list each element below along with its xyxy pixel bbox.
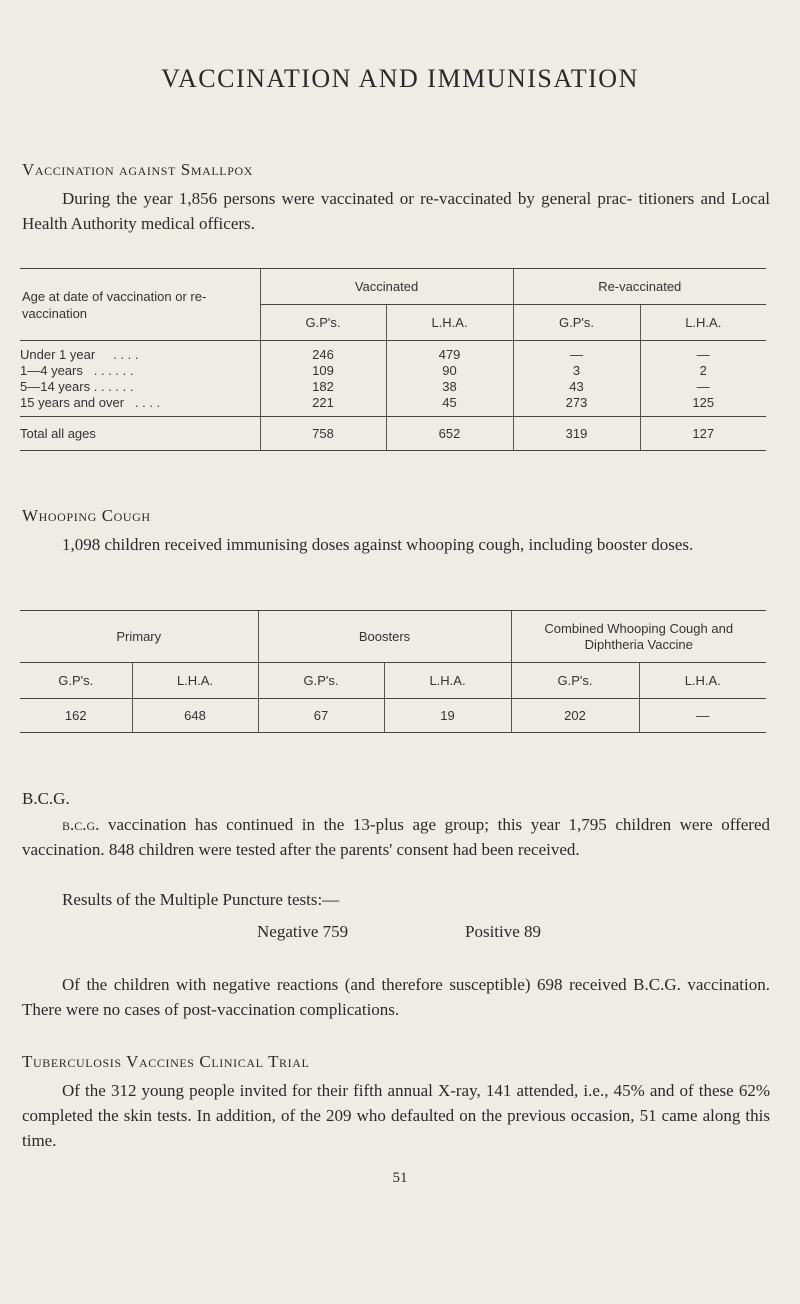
table-cell: — — [639, 699, 766, 733]
revaccinated-header: Re-vaccinated — [513, 269, 766, 305]
positive-result: Positive 89 — [465, 922, 542, 941]
vaccinated-header: Vaccinated — [260, 269, 513, 305]
boosters-lha-header: L.H.A. — [384, 663, 511, 699]
table-row-label: 15 years and over . . . . — [20, 394, 161, 410]
vac-lha-header: L.H.A. — [386, 305, 513, 341]
table-cell: 162 — [20, 699, 132, 733]
table-cell: — — [640, 341, 766, 363]
table-cell: 3 — [513, 363, 640, 379]
combined-lha-header: L.H.A. — [639, 663, 766, 699]
revac-gp-header: G.P's. — [513, 305, 640, 341]
page-title: VACCINATION AND IMMUNISATION — [161, 64, 639, 93]
tb-heading: Tuberculosis Vaccines Clinical Trial — [22, 1052, 310, 1071]
bcg-paragraph-2: Of the children with negative reactions (and therefore susceptible) 698 received B.C.G. vaccination. There were no cases of post-vaccination complications. — [22, 975, 770, 1019]
bcg-heading: B.C.G. — [22, 789, 70, 808]
table-cell: — — [640, 379, 766, 395]
page-number: 51 — [392, 1170, 408, 1186]
table-cell: 67 — [258, 699, 384, 733]
table-row-label: 5—14 years . . . . . . — [20, 379, 134, 394]
table-cell: 43 — [513, 379, 640, 395]
total-cell: 127 — [640, 417, 766, 451]
table-cell: 246 — [260, 341, 386, 363]
total-cell: 652 — [386, 417, 513, 451]
negative-result: Negative 759 — [257, 922, 349, 941]
primary-header: Primary — [20, 611, 258, 663]
table-cell: — — [513, 341, 640, 363]
tb-paragraph: Of the 312 young people invited for their fifth annual X-ray, 141 attended, i.e., 45% and of these 62% completed the skin tests. In addition, of the 209 who defaulted on the previous occasion, 51 came along this time. — [22, 1081, 770, 1150]
smallpox-table — [20, 268, 766, 451]
primary-lha-header: L.H.A. — [132, 663, 258, 699]
results-intro: Results of the Multiple Puncture tests:— — [62, 890, 340, 909]
table-cell: 19 — [384, 699, 511, 733]
combined-gp-header: G.P's. — [511, 663, 639, 699]
whooping-intro: 1,098 children received immunising doses against whooping cough, including booster doses. — [62, 535, 694, 554]
bcg-paragraph: b.c.g. vaccination has continued in the 13-plus age group; this year 1,795 children were offered vaccination. 848 children were tested after the parents' consent had been received. — [22, 815, 771, 859]
total-cell: 758 — [260, 417, 386, 451]
total-cell: 319 — [513, 417, 640, 451]
table-cell: 182 — [260, 379, 386, 395]
table-row-label: Under 1 year . . . . — [20, 341, 260, 363]
table-cell: 45 — [386, 395, 513, 417]
table-cell: 90 — [386, 363, 513, 379]
table-cell: 38 — [386, 379, 513, 395]
vac-gp-header: G.P's. — [260, 305, 386, 341]
table-cell: 479 — [386, 341, 513, 363]
total-label: Total all ages — [20, 417, 260, 451]
table-cell: 648 — [132, 699, 258, 733]
revac-lha-header: L.H.A. — [640, 305, 766, 341]
smallpox-heading: Vaccination against Smallpox — [22, 160, 254, 179]
boosters-gp-header: G.P's. — [258, 663, 384, 699]
boosters-header: Boosters — [258, 611, 511, 663]
table-cell: 202 — [511, 699, 639, 733]
table-cell: 109 — [260, 363, 386, 379]
primary-gp-header: G.P's. — [20, 663, 132, 699]
age-header: Age at date of vaccination or re-vaccination — [20, 269, 260, 341]
smallpox-intro: During the year 1,856 persons were vaccinated or re-vaccinated by general prac- titioners and Local Health Authority medical officers. — [22, 189, 770, 233]
table-cell: 125 — [640, 395, 766, 417]
whooping-heading: Whooping Cough — [22, 506, 151, 525]
table-cell: 221 — [260, 395, 386, 417]
table-cell: 273 — [513, 395, 640, 417]
table-cell: 2 — [640, 363, 766, 379]
combined-header: Combined Whooping Cough and Diphtheria Vaccine — [511, 611, 766, 663]
table-row-label: 1—4 years . . . . . . — [20, 363, 134, 378]
whooping-table — [20, 610, 766, 733]
